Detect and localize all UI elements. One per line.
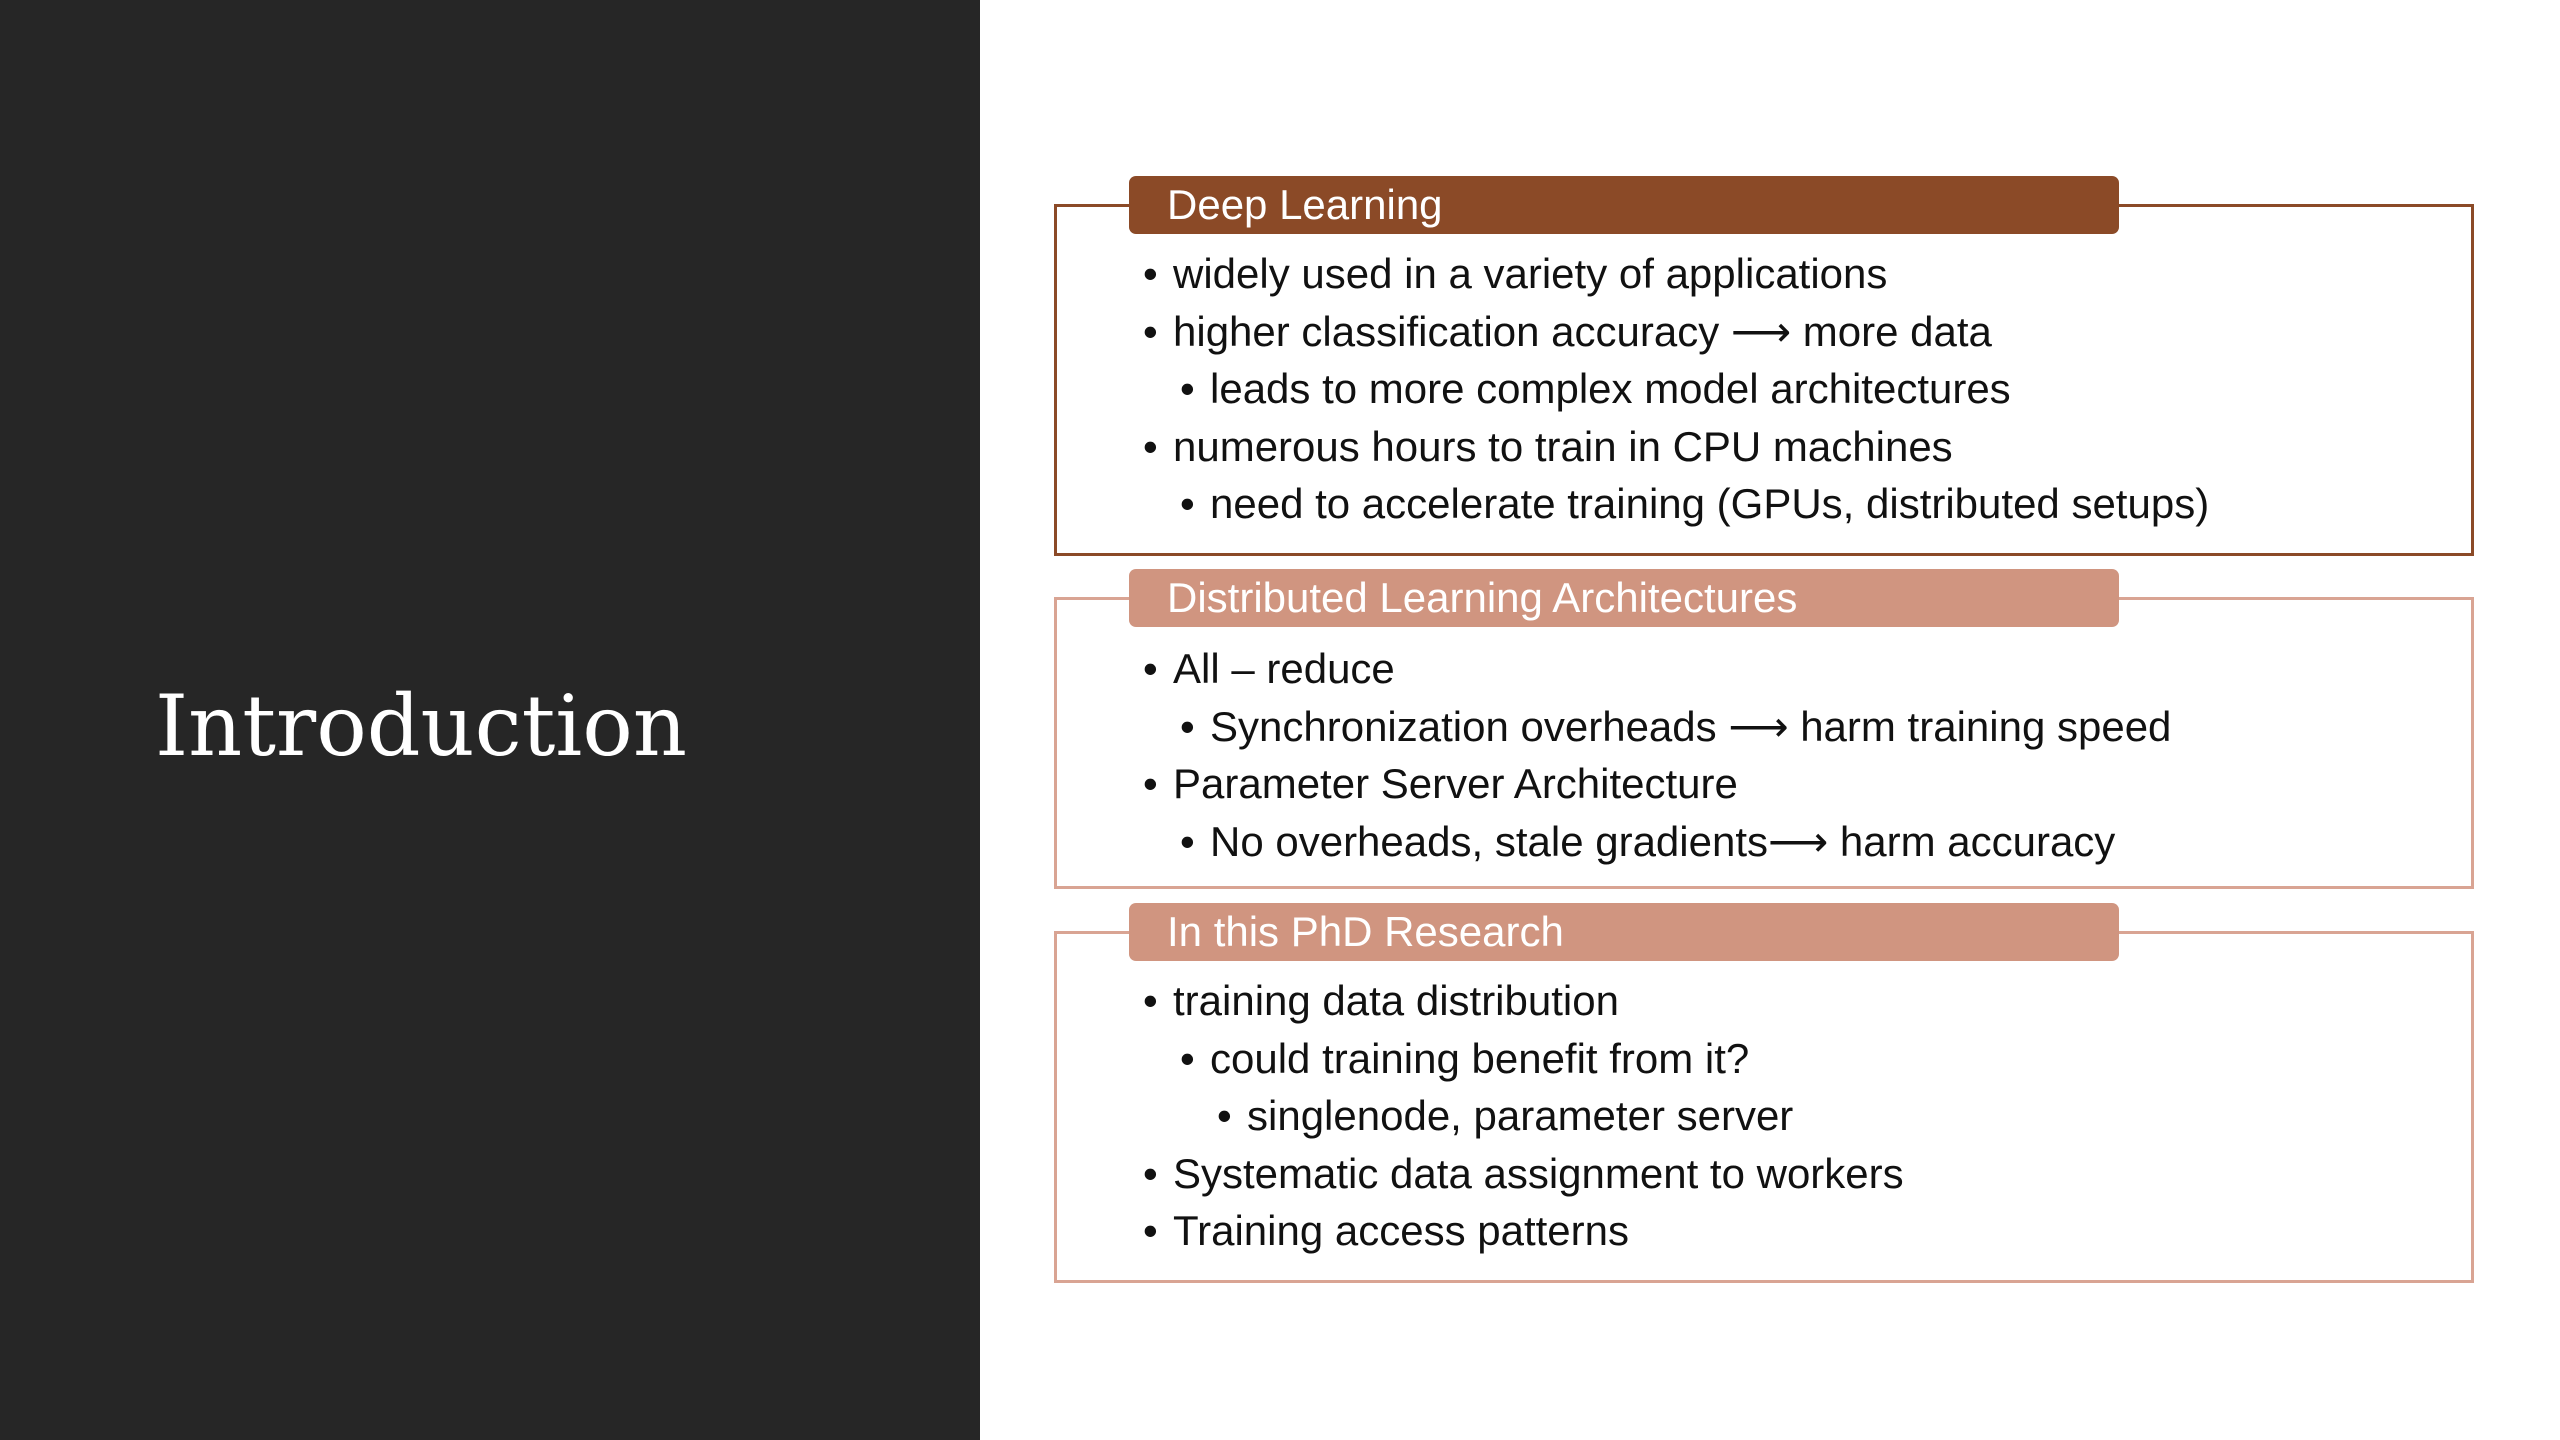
bullet-item: • numerous hours to train in CPU machines	[1173, 418, 2209, 476]
bullet-item: • need to accelerate training (GPUs, distributed setups)	[1210, 475, 2209, 533]
bullet-item: • Training access patterns	[1173, 1202, 1904, 1260]
section-phd-research	[1054, 908, 2474, 1283]
bullet-item: • could training benefit from it?	[1210, 1030, 1904, 1088]
bullet-item: • higher classification accuracy ⟶ more data	[1173, 303, 2209, 361]
section-header-distributed-learning: Distributed Learning Architectures	[1129, 569, 2119, 627]
section-deep-learning	[1054, 181, 2474, 556]
section-header-phd-research: In this PhD Research	[1129, 903, 2119, 961]
bullet-item: • widely used in a variety of applications	[1173, 245, 2209, 303]
bullet-list-deep-learning	[1173, 245, 2209, 533]
bullet-item: • Parameter Server Architecture	[1173, 755, 2171, 813]
bullet-list-phd-research	[1173, 972, 1904, 1260]
bullet-list-distributed-learning	[1173, 640, 2171, 870]
bullet-item: • singlenode, parameter server	[1247, 1087, 1904, 1145]
bullet-item: • All – reduce	[1173, 640, 2171, 698]
left-panel	[0, 0, 980, 1440]
bullet-item: • No overheads, stale gradients⟶ harm accuracy	[1210, 813, 2171, 871]
section-distributed-learning	[1054, 574, 2474, 889]
bullet-item: • Synchronization overheads ⟶ harm training speed	[1210, 698, 2171, 756]
slide-title: Introduction	[155, 677, 687, 775]
bullet-item: • leads to more complex model architectures	[1210, 360, 2209, 418]
section-header-deep-learning: Deep Learning	[1129, 176, 2119, 234]
bullet-item: • training data distribution	[1173, 972, 1904, 1030]
bullet-item: • Systematic data assignment to workers	[1173, 1145, 1904, 1203]
